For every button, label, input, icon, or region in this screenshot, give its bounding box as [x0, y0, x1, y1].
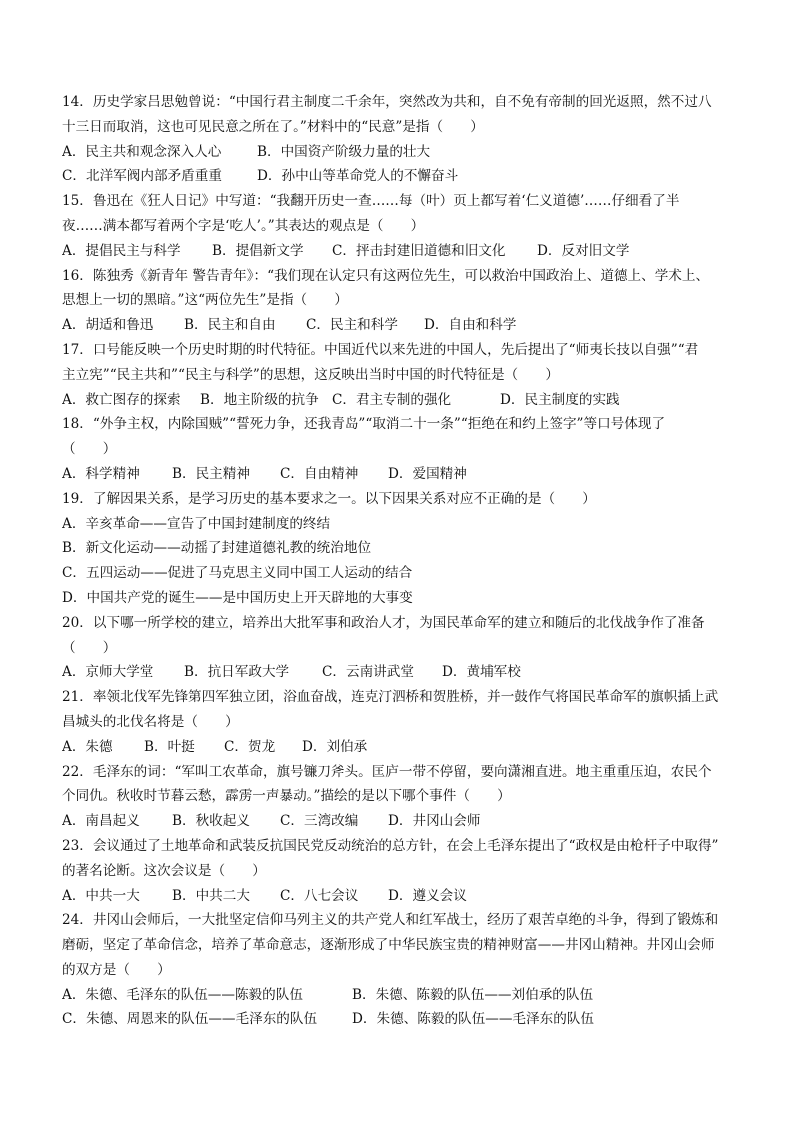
question-stem-line: 22．毛泽东的词：“军叫工农革命，旗号镰刀斧头。匡庐一带不停留，要向潇湘直进。地主重重压迫，农民个	[62, 763, 712, 780]
answer-option: A．科学精神	[62, 465, 140, 482]
question-block	[62, 264, 742, 338]
answer-option: B．提倡新文学	[212, 242, 304, 259]
answer-option: D．朱德、陈毅的队伍——毛泽东的队伍	[352, 1011, 594, 1028]
answer-option: C．抨击封建旧道德和旧文化	[332, 242, 506, 259]
answer-option: A．南昌起义	[62, 813, 140, 830]
question-block	[62, 189, 742, 263]
exam-page	[62, 90, 742, 1032]
question-list	[62, 90, 742, 1032]
option-row	[62, 983, 742, 1008]
question-stem-line: 磨砺，坚定了革命信念，培养了革命意志，逐渐形成了中华民族宝贵的精神财富——井冈山精神。井冈山会师	[62, 937, 715, 954]
question-block	[62, 611, 742, 685]
question-block	[62, 338, 742, 412]
question-stem-line: 16．陈独秀《新青年 警告青年》：“我们现在认定只有这两位先生，可以救治中国政治上、道德上、学术上、	[62, 267, 710, 284]
answer-option: A．朱德	[62, 738, 113, 755]
answer-option: A．胡适和鲁迅	[62, 317, 154, 334]
answer-option: C．五四运动——促进了马克思主义同中国工人运动的结合	[62, 565, 413, 582]
question-block	[62, 834, 742, 908]
option-row	[62, 512, 742, 537]
question-stem-line: 14．历史学家吕思勉曾说：“中国行君主制度二千余年，突然改为共和，自不免有帝制的回光返照，然不过八	[62, 94, 712, 110]
question-stem-line: 19．了解因果关系，是学习历史的基本要求之一。以下因果关系对应不正确的是（ ）	[62, 490, 596, 507]
question-stem-line: 18．“外争主权，内除国贼”“誓死力争，还我青岛”“取消二十一条”“拒绝在和约上签字”等口号体现了	[62, 416, 666, 433]
question-block	[62, 487, 742, 611]
answer-option: C．君主专制的强化	[332, 391, 452, 408]
answer-option: D．孙中山等革命党人的不懈奋斗	[257, 168, 459, 185]
option-row	[62, 660, 742, 685]
question-stem-line: 17．口号能反映一个历史时期的时代特征。中国近代以来先进的中国人，先后提出了“师夷长技以自强”“君	[62, 341, 699, 358]
question-stem-line: 主立宪”“民主共和”“民主与科学”的思想，这反映出当时中国的时代特征是（ ）	[62, 366, 559, 383]
option-row	[62, 561, 742, 586]
answer-option: C．云南讲武堂	[322, 664, 414, 681]
answer-option: D．民主制度的实践	[500, 391, 620, 408]
answer-option: C．朱德、周恩来的队伍——毛泽东的队伍	[62, 1011, 318, 1028]
question-stem-line: 20．以下哪一所学校的建立，培养出大批军事和政治人才，为国民革命军的建立和随后的北伐战争作了准备	[62, 614, 705, 631]
answer-option: D．井冈山会师	[388, 813, 481, 830]
answer-option: A．提倡民主与科学	[62, 242, 181, 259]
question-stem-line: （ ）	[62, 639, 117, 656]
question-stem-line: 的著名论断。这次会议是（ ）	[62, 862, 266, 879]
option-row	[62, 884, 742, 909]
question-stem-line: 个同仇。秋收时节暮云愁，霹雳一声暴动。”描绘的是以下哪个事件（ ）	[62, 788, 511, 805]
option-row	[62, 536, 742, 561]
question-block	[62, 90, 742, 189]
question-block	[62, 685, 742, 759]
answer-option: C．民主和科学	[306, 317, 398, 334]
question-stem-line: 23．会议通过了土地革命和武装反抗国民党反动统治的总方针，在会上毛泽东提出了“政权是由枪杆子中取得”	[62, 837, 719, 854]
answer-option: D．反对旧文学	[537, 242, 630, 259]
answer-option: A．朱德、毛泽东的队伍——陈毅的队伍	[62, 986, 303, 1003]
answer-option: A．京师大学堂	[62, 664, 154, 681]
option-row	[62, 140, 742, 165]
answer-option: D．爱国精神	[388, 465, 467, 482]
option-row	[62, 586, 742, 611]
answer-option: D．中国共产党的诞生——是中国历史上开天辟地的大事变	[62, 589, 413, 606]
answer-option: D．黄埔军校	[442, 664, 521, 681]
answer-option: C．贺龙	[224, 738, 276, 755]
question-stem-line: 15．鲁迅在《狂人日记》中写道：“我翻开历史一查……每（叶）页上都写着‘仁义道德’……仔细看了半	[62, 193, 680, 210]
answer-option: D．刘伯承	[302, 738, 368, 755]
question-block	[62, 760, 742, 834]
answer-option: C．八七会议	[280, 887, 359, 904]
answer-option: B．叶挺	[144, 738, 195, 755]
option-row	[62, 313, 742, 338]
answer-option: A．辛亥革命——宣告了中国封建制度的终结	[62, 515, 331, 532]
question-stem-line: （ ）	[62, 441, 117, 458]
option-row	[62, 809, 742, 834]
option-row	[62, 239, 742, 264]
answer-option: C．北洋军阀内部矛盾重重	[62, 168, 222, 185]
question-stem-line: 夜……满本都写着两个字是‘吃人’。”其表达的观点是（ ）	[62, 217, 425, 234]
question-stem-line: 思想上一切的黑暗。”这“两位先生”是指（ ）	[62, 292, 348, 309]
question-stem-line: 昌城头的北伐名将是（ ）	[62, 713, 239, 730]
answer-option: B．民主精神	[172, 465, 250, 482]
question-stem-line: 十三日而取消，这也可见民意之所在了。”材料中的“民意”是指（ ）	[62, 118, 484, 135]
option-row	[62, 164, 742, 189]
answer-option: A．中共一大	[62, 887, 140, 904]
question-stem-line: 的双方是（ ）	[62, 961, 171, 978]
answer-option: C．三湾改编	[280, 813, 359, 830]
answer-option: B．中共二大	[172, 887, 250, 904]
answer-option: B．中国资产阶级力量的壮大	[257, 143, 431, 160]
question-block	[62, 412, 742, 486]
option-row	[62, 1007, 742, 1032]
option-row	[62, 462, 742, 487]
answer-option: B．新文化运动——动摇了封建道德礼教的统治地位	[62, 540, 372, 557]
answer-option: C．自由精神	[280, 465, 359, 482]
option-row	[62, 388, 742, 413]
answer-option: A．救亡图存的探索	[62, 391, 181, 408]
answer-option: B．抗日军政大学	[184, 664, 290, 681]
question-block	[62, 908, 742, 1032]
question-stem-line: 24．井冈山会师后，一大批坚定信仰马列主义的共产党人和红军战士，经历了艰苦卓绝的斗争，得到了锻炼和	[62, 912, 719, 929]
answer-option: D．遵义会议	[388, 887, 467, 904]
question-stem-line: 21．率领北伐军先锋第四军独立团，浴血奋战，连克汀泗桥和贺胜桥，并一鼓作气将国民革命军的旗帜插上武	[62, 689, 719, 706]
answer-option: A．民主共和观念深入人心	[62, 143, 222, 160]
answer-option: B．秋收起义	[172, 813, 250, 830]
answer-option: D．自由和科学	[424, 317, 517, 334]
option-row	[62, 735, 742, 760]
answer-option: B．朱德、陈毅的队伍——刘伯承的队伍	[352, 986, 594, 1003]
answer-option: B．民主和自由	[184, 317, 276, 334]
answer-option: B．地主阶级的抗争	[200, 391, 319, 408]
